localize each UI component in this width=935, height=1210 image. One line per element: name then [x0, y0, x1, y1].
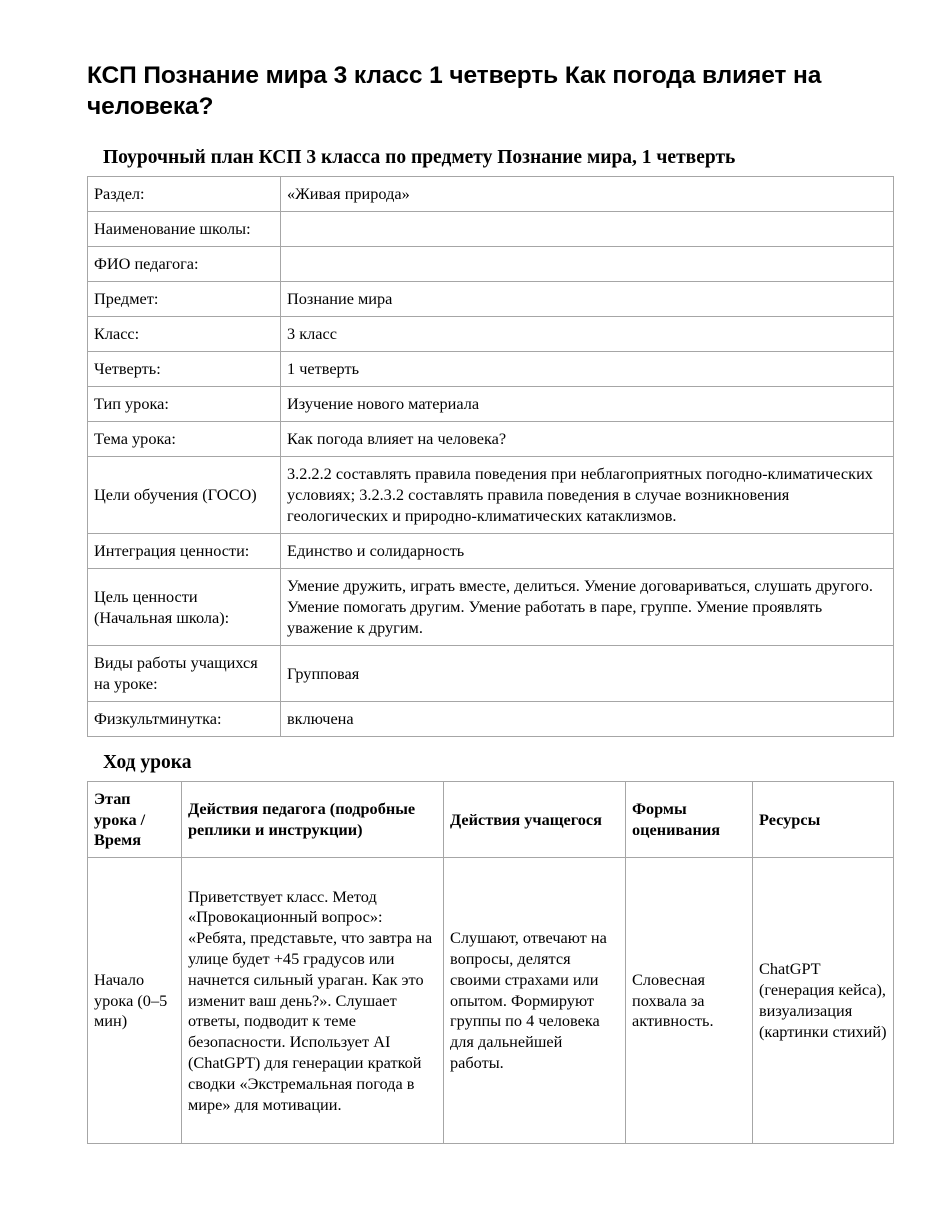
student-actions-cell: Слушают, отвечают на вопросы, делятся своими страхами или опытом. Формируют группы по 4 человека для дальнейшей работы. [444, 858, 626, 1144]
table-row [88, 212, 894, 247]
info-label: Физкультминутка: [88, 702, 281, 737]
resources-cell: ChatGPT (генерация кейса), визуализация (картинки стихий) [753, 858, 894, 1144]
assessment-cell: Словесная похвала за активность. [626, 858, 753, 1144]
lesson-heading: Ход урока [103, 752, 192, 773]
info-value: «Живая природа» [281, 177, 894, 212]
info-value: Умение дружить, играть вместе, делиться. Умение договариваться, слушать другого. Умение помогать другим. Умение работать в паре, группе. Умение проявлять уважение к другим. [281, 569, 894, 646]
info-label: Интеграция ценности: [88, 534, 281, 569]
info-value: 3.2.2.2 составлять правила поведения при неблагоприятных погодно-климатических условиях; 3.2.3.2 составлять правила поведения в случае возникновения геологических и природно-климатических катаклизмов. [281, 457, 894, 534]
info-label: Четверть: [88, 352, 281, 387]
column-header-resources: Ресурсы [753, 782, 894, 858]
info-label: Цель ценности (Начальная школа): [88, 569, 281, 646]
table-row [88, 177, 894, 212]
info-label: Тема урока: [88, 422, 281, 457]
info-value: Изучение нового материала [281, 387, 894, 422]
table-row [88, 282, 894, 317]
table-row [88, 422, 894, 457]
table-row [88, 387, 894, 422]
info-label: Предмет: [88, 282, 281, 317]
table-header-row [88, 782, 894, 858]
info-value: Групповая [281, 646, 894, 702]
info-value: 3 класс [281, 317, 894, 352]
table-row [88, 457, 894, 534]
info-value: включена [281, 702, 894, 737]
table-row [88, 646, 894, 702]
info-value [281, 212, 894, 247]
document-page [87, 60, 893, 1144]
info-label: Цели обучения (ГОСО) [88, 457, 281, 534]
column-header-teacher: Действия педагога (подробные реплики и инструкции) [182, 782, 444, 858]
info-value: Единство и солидарность [281, 534, 894, 569]
info-label: ФИО педагога: [88, 247, 281, 282]
info-label: Тип урока: [88, 387, 281, 422]
column-header-assessment: Формы оценивания [626, 782, 753, 858]
document-title: КСП Познание мира 3 класс 1 четверть Как погода влияет на человека? [87, 62, 822, 120]
table-row [88, 569, 894, 646]
table-row [88, 858, 894, 1144]
info-label: Виды работы учащихся на уроке: [88, 646, 281, 702]
table-row [88, 702, 894, 737]
column-header-stage: Этап урока / Время [88, 782, 182, 858]
lesson-info-table [87, 176, 894, 737]
table-row [88, 534, 894, 569]
plan-heading: Поурочный план КСП 3 класса по предмету Познание мира, 1 четверть [103, 147, 736, 168]
lesson-flow-table [87, 781, 894, 1144]
table-row [88, 317, 894, 352]
info-value: Познание мира [281, 282, 894, 317]
info-value: 1 четверть [281, 352, 894, 387]
info-label: Раздел: [88, 177, 281, 212]
table-row [88, 352, 894, 387]
info-label: Класс: [88, 317, 281, 352]
teacher-actions-cell: Приветствует класс. Метод «Провокационный вопрос»: «Ребята, представьте, что завтра на улице будет +45 градусов или начнется сильный ураган. Как это изменит ваш день?». Слушает ответы, подводит к теме безопасности. Использует AI (ChatGPT) для генерации краткой сводки «Экстремальная погода в мире» для мотивации. [182, 858, 444, 1144]
column-header-student: Действия учащегося [444, 782, 626, 858]
info-label: Наименование школы: [88, 212, 281, 247]
lesson-stage-cell: Начало урока (0–5 мин) [88, 858, 182, 1144]
info-value [281, 247, 894, 282]
info-value: Как погода влияет на человека? [281, 422, 894, 457]
table-row [88, 247, 894, 282]
